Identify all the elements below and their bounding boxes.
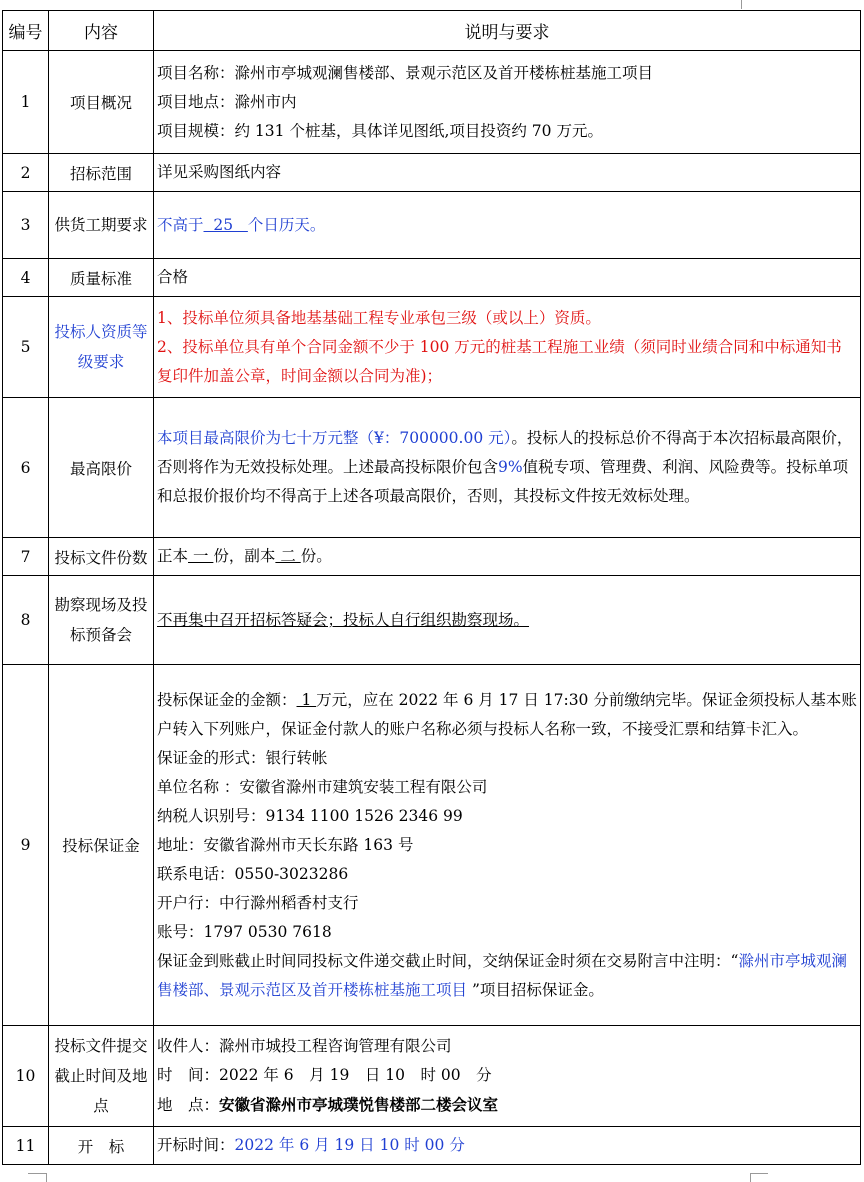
desc-line: 项目地点：滁州市内	[157, 92, 297, 111]
desc-post: 个日历天。	[247, 215, 326, 234]
row-no: 8	[3, 576, 49, 665]
desc-text: 保证金到账截止时间同投标文件递交截止时间，交纳保证金时须在交易附言中注明：“	[157, 951, 739, 970]
corner-mark	[750, 1173, 768, 1174]
desc-pre: 不高于	[157, 215, 204, 234]
desc-line: 1、投标单位须具备地基基础工程专业承包三级（或以上）资质。	[157, 308, 601, 327]
row-no: 11	[3, 1127, 49, 1165]
place-line	[157, 1090, 857, 1120]
desc-text: 份，副本	[213, 547, 276, 565]
row-content: 供货工期要求	[49, 192, 154, 259]
row-desc	[154, 51, 861, 154]
desc-text: 万元，应在 2022 年 6 月 17 日 17:30 分前缴纳完毕。保证金须投标人基本账户转入下列账户，保证金付款人的账户名称必须与投标人名称一致，不接受汇票和结算卡汇入。	[157, 690, 857, 738]
row-desc: 详见采购图纸内容	[154, 154, 861, 192]
desc-line: 账号：1797 0530 7618	[157, 922, 332, 941]
place-label: 地 点：	[157, 1096, 220, 1114]
desc-line: 地址：安徽省滁州市天长东路 163 号	[157, 835, 414, 854]
desc-line: 2、投标单位具有单个合同金额不少于 100 万元的桩基工程施工业绩（须同时业绩合同和中标通知书复印件加盖公章，时间金额以合同为准)；	[157, 337, 842, 385]
deposit-note-para	[157, 947, 857, 1005]
row-content: 投标文件份数	[49, 538, 154, 576]
desc-line: 保证金的形式：银行转帐	[157, 748, 328, 767]
table-row	[3, 154, 861, 192]
row-no: 2	[3, 154, 49, 192]
price-limit: 本项目最高限价为七十万元整（¥：700000.00 元）	[157, 429, 512, 447]
desc-text: 正本	[157, 547, 189, 565]
desc-text: 份。	[300, 547, 332, 565]
deposit-amount: 1	[296, 690, 317, 709]
row-desc	[154, 538, 861, 576]
desc-text: 值税专项、管理费、利润、风险费等。投标单项和总报价报价均不得高于上述各项最高限价，否则，其投标文件按无效标处理。	[157, 458, 849, 505]
row-desc: 不再集中召开招标答疑会；投标人自行组织勘察现场。	[154, 576, 861, 665]
row-content: 招标范围	[49, 154, 154, 192]
copy-count: 二	[275, 547, 301, 565]
row-content: 投标保证金	[49, 665, 154, 1026]
desc-line: 项目规模：约 131 个桩基，具体详见图纸,项目投资约 70 万元。	[157, 121, 603, 140]
row-no: 3	[3, 192, 49, 259]
row-no: 7	[3, 538, 49, 576]
desc-line: 项目名称：滁州市亭城观澜售楼部、景观示范区及首开楼栋桩基施工项目	[157, 63, 654, 82]
corner-mark	[750, 1173, 751, 1182]
deposit-amount-para	[157, 686, 857, 744]
header-content: 内容	[49, 11, 154, 51]
row-no: 1	[3, 51, 49, 154]
desc-line: 纳税人识别号：9134 1100 1526 2346 99	[157, 806, 463, 825]
row-content: 最高限价	[49, 398, 154, 538]
row-desc	[154, 1026, 861, 1127]
row-no: 6	[3, 398, 49, 538]
table-row	[3, 51, 861, 154]
row-desc: 合格	[154, 259, 861, 297]
tax-rate: 9%	[498, 458, 523, 476]
row-no: 5	[3, 297, 49, 398]
table-row	[3, 1127, 861, 1165]
row-content: 投标人资质等级要求	[49, 297, 154, 398]
table-row	[3, 259, 861, 297]
row-no: 4	[3, 259, 49, 297]
row-content: 勘察现场及投标预备会	[49, 576, 154, 665]
table-row	[3, 665, 861, 1026]
table-row	[3, 576, 861, 665]
header-no: 编号	[3, 11, 49, 51]
corner-mark	[46, 1173, 47, 1182]
row-content: 项目概况	[49, 51, 154, 154]
project-name-note: 滁州市亭城观澜售楼部、景观示范区及首开楼栋桩基施工项目	[157, 951, 847, 999]
row-desc	[154, 665, 861, 1026]
row-desc	[154, 398, 861, 538]
row-no: 10	[3, 1026, 49, 1127]
table-row	[3, 192, 861, 259]
header-row	[3, 11, 861, 51]
desc-text: 投标保证金的金额：	[157, 690, 297, 709]
table-row	[3, 398, 861, 538]
desc-line: 联系电话：0550-3023286	[157, 864, 349, 883]
place-value: 安徽省滁州市亭城璞悦售楼部二楼会议室	[219, 1095, 499, 1114]
desc-text: ”项目招标保证金。	[467, 980, 604, 999]
corner-mark	[741, 0, 742, 9]
row-content: 开 标	[49, 1127, 154, 1165]
period-value: 25	[203, 215, 248, 234]
header-desc: 说明与要求	[154, 11, 861, 51]
desc-line: 单位名称 ：安徽省滁州市建筑安装工程有限公司	[157, 777, 488, 796]
table-row	[3, 538, 861, 576]
open-label: 开标时间：	[157, 1136, 235, 1154]
desc-line: 收件人：滁州市城投工程咨询管理有限公司	[157, 1037, 452, 1055]
row-desc	[154, 1127, 861, 1165]
desc-line: 时 间：2022 年 6 月 19 日 10 时 00 分	[157, 1066, 492, 1084]
row-content: 投标文件提交截止时间及地点	[49, 1026, 154, 1127]
bid-requirements-table	[2, 10, 861, 1165]
desc-line: 开户行：中行滁州稻香村支行	[157, 893, 359, 912]
corner-mark	[28, 1173, 46, 1174]
table-row	[3, 1026, 861, 1127]
row-desc	[154, 297, 861, 398]
row-content: 质量标准	[49, 259, 154, 297]
table-row	[3, 297, 861, 398]
original-count: 一	[188, 547, 214, 565]
desc-text: 。投标人的投标总价不得高于本次招标最高限价，否则将作为无效投标处理。上述最高投标限价包含	[157, 429, 853, 476]
row-desc	[154, 192, 861, 259]
row-no: 9	[3, 665, 49, 1026]
open-time: 2022 年 6 月 19 日 10 时 00 分	[234, 1136, 465, 1154]
